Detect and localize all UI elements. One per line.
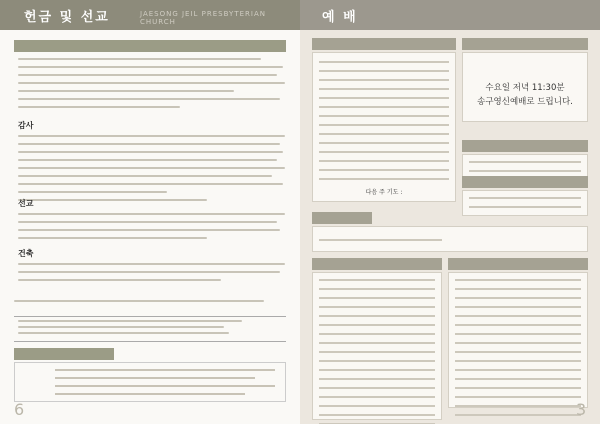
building-heading: 건축 [18,249,34,258]
offering-section-tag [14,40,286,52]
service-times-table [312,272,442,420]
left-page-subtitle: JAESONG JEIL PRESBYTERIAN CHURCH [140,10,266,26]
left-page-number: 6 [14,400,25,419]
dawn-service-tag [462,176,588,188]
offering-list-block-1 [18,58,288,114]
offering-mission-block [18,196,288,245]
group-schedule-tag [448,258,588,270]
right-page-number: 3 [576,400,587,419]
offering-note [14,300,264,302]
mission-support-table [14,362,286,402]
mission-heading: 선교 [18,199,34,208]
worship-order-tag [312,38,456,50]
right-page-title: 예 배 [322,10,358,25]
offering-account-box [14,316,286,342]
prayer-topics-panel [312,226,588,252]
left-banner [0,0,300,30]
right-page [300,0,600,424]
mission-support-tag [14,348,114,360]
offering-thanks-block [18,118,288,207]
wednesday-service-tag [462,38,588,50]
left-page-title: 헌금 및 선교 [24,10,110,25]
worship-order-panel [312,52,456,202]
group-schedule-table [448,272,588,408]
wednesday-service-panel [462,52,588,122]
dawn-service-panel [462,190,588,216]
offering-building-block [18,246,288,287]
prayer-meeting-tag [462,140,588,152]
thanks-heading: 감사 [18,121,34,130]
next-prayer-label: 다음 주 기도 : [365,189,403,196]
right-banner [300,0,600,30]
wednesday-notice: 수요일 저녁 11:30분 송구영신예배로 드립니다. [477,83,573,107]
service-times-tag [312,258,442,270]
prayer-topics-tag [312,212,372,224]
